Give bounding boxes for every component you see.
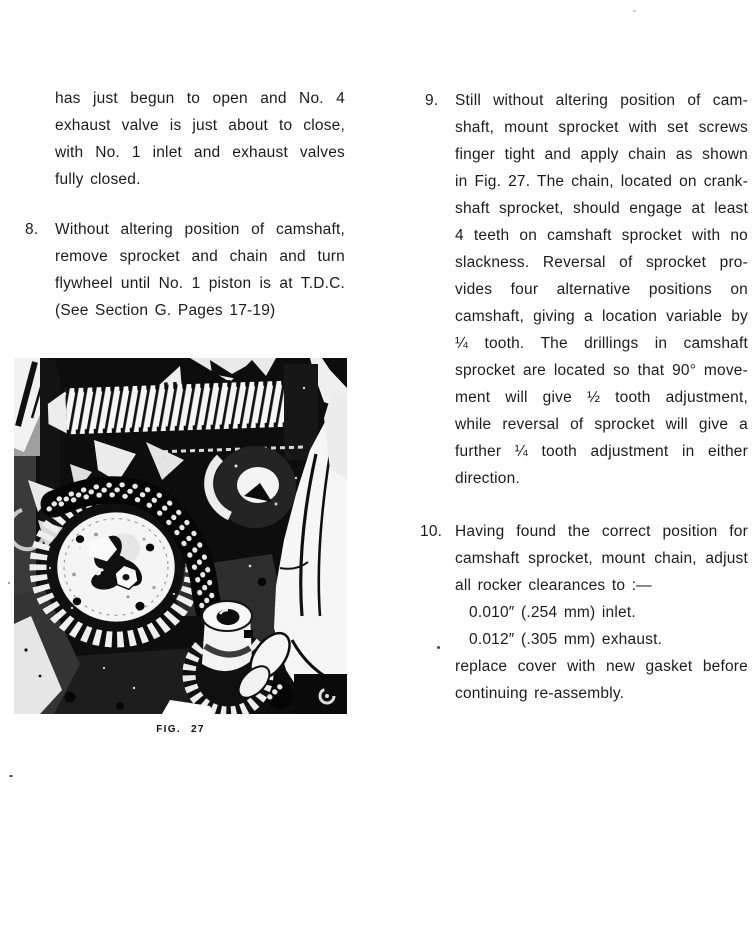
text-line: further ¼ tooth adjustment in either xyxy=(455,443,748,460)
text-line: direction. xyxy=(455,470,520,487)
text-line: Still without altering position of cam- xyxy=(455,92,748,109)
text-line: vides four alternative positions on xyxy=(455,281,748,298)
step-8 xyxy=(25,216,345,324)
clearance-value-exhaust: 0.012″ (.305 mm) exhaust. xyxy=(469,631,663,648)
text-line: ment will give ½ tooth adjustment, xyxy=(455,389,748,406)
text-line: in Fig. 27. The chain, located on crank- xyxy=(455,173,748,190)
text-line: Having found the correct position for xyxy=(455,523,748,540)
text-line: flywheel until No. 1 piston is at T.D.C. xyxy=(55,275,345,292)
scan-speck xyxy=(9,775,13,777)
fig27-photo xyxy=(14,358,347,714)
text-line: remove sprocket and chain and turn xyxy=(55,248,345,265)
intro-paragraph xyxy=(55,85,345,193)
text-line: shaft, mount sprocket with set screws xyxy=(455,119,748,136)
text-line: camshaft sprocket, mount chain, adjust xyxy=(455,550,748,567)
left-column xyxy=(25,85,345,324)
clearance-value-inlet: 0.010″ (.254 mm) inlet. xyxy=(469,604,636,621)
scan-speck xyxy=(437,646,440,649)
text-line: fully closed. xyxy=(55,171,141,188)
text-line: exhaust valve is just about to close, xyxy=(55,117,345,134)
figure-27 xyxy=(14,358,347,735)
figure-caption: FIG. 27 xyxy=(156,724,205,735)
scan-speck xyxy=(8,582,10,584)
text-line: slackness. Reversal of sprocket pro- xyxy=(455,254,748,271)
text-line: sprocket are located so that 90° move- xyxy=(455,362,748,379)
text-line: finger tight and apply chain as shown xyxy=(455,146,748,163)
text-line: camshaft, giving a location variable by xyxy=(455,308,748,325)
step-10 xyxy=(420,518,750,707)
text-line: all rocker clearances to :— xyxy=(455,577,652,594)
text-line: continuing re-assembly. xyxy=(455,685,625,702)
text-line: Without altering position of camshaft, xyxy=(55,221,345,238)
step-number: 10. xyxy=(420,523,443,540)
text-line: has just begun to open and No. 4 xyxy=(55,90,345,107)
text-line: while reversal of sprocket will give a xyxy=(455,416,748,433)
text-line: with No. 1 inlet and exhaust valves xyxy=(55,144,345,161)
step-number: 8. xyxy=(25,221,39,238)
text-line: replace cover with new gasket before xyxy=(455,658,748,675)
scan-speck xyxy=(633,10,636,12)
text-line: 4 teeth on camshaft sprocket with no xyxy=(455,227,748,244)
text-line: ¼ tooth. The drillings in camshaft xyxy=(455,335,748,352)
text-line: (See Section G. Pages 17-19) xyxy=(55,302,276,319)
step-number: 9. xyxy=(425,92,439,109)
step-9 xyxy=(420,87,750,492)
text-line: shaft sprocket, should engage at least xyxy=(455,200,748,217)
right-column xyxy=(420,87,750,707)
